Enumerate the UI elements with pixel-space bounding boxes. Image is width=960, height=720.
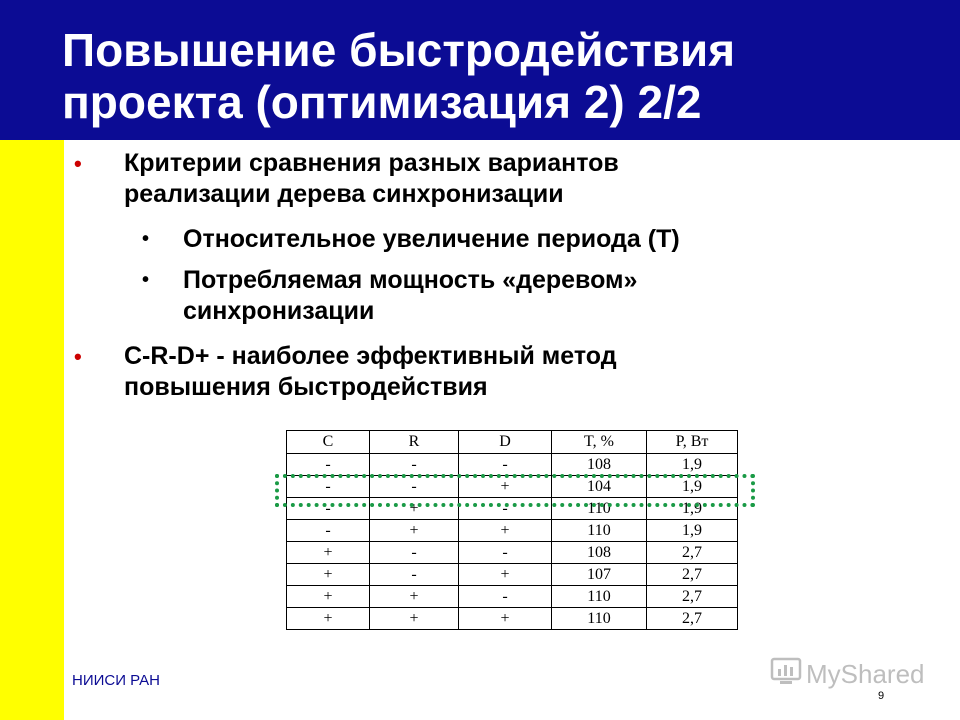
table-header-row (287, 431, 738, 454)
table-cell: - (370, 564, 459, 586)
table-row (287, 564, 738, 586)
bullet-text: Критерии сравнения разных вариантов (124, 149, 619, 177)
table-row (287, 454, 738, 476)
table-cell: 104 (552, 476, 647, 498)
table-cell: - (287, 520, 370, 542)
table-cell: + (287, 564, 370, 586)
table-header-cell: R (370, 431, 459, 454)
bullet-text: C-R-D+ - наиболее эффективный метод (124, 342, 617, 370)
table-cell: 110 (552, 498, 647, 520)
table-cell: + (459, 520, 552, 542)
table-cell: 110 (552, 608, 647, 630)
table-cell: + (287, 608, 370, 630)
table-cell: + (370, 608, 459, 630)
comparison-table (286, 430, 738, 630)
watermark-text: MyShared (806, 658, 925, 689)
table-cell: - (459, 586, 552, 608)
table-row (287, 520, 738, 542)
bullet-dot: • (142, 269, 150, 291)
table-cell: 108 (552, 454, 647, 476)
table-cell: 1,9 (647, 520, 738, 542)
side-strip (0, 140, 64, 720)
bullet-dot: • (74, 344, 82, 369)
table-cell: + (459, 564, 552, 586)
table-cell: + (287, 542, 370, 564)
table-cell: 110 (552, 520, 647, 542)
sub-bullet-period (72, 224, 932, 255)
bullet-text: Потребляемая мощность «деревом» (183, 266, 638, 294)
table-cell: - (370, 454, 459, 476)
table-cell: - (459, 454, 552, 476)
table-cell: 1,9 (647, 454, 738, 476)
table-row (287, 608, 738, 630)
footer-organization: НИИСИ РАН (72, 672, 161, 689)
bullet-dot: • (142, 228, 150, 250)
table-cell: + (370, 586, 459, 608)
table-cell: + (287, 586, 370, 608)
table-row (287, 542, 738, 564)
table-cell: - (459, 542, 552, 564)
bullet-text: Относительное увеличение периода (T) (183, 225, 680, 253)
table-cell: + (459, 476, 552, 498)
table-cell: 108 (552, 542, 647, 564)
table-cell: - (459, 498, 552, 520)
highlighted-row-frame (275, 474, 755, 507)
page-number: 9 (878, 690, 885, 702)
table-cell: 2,7 (647, 564, 738, 586)
bullet-text: реализации дерева синхронизации (124, 180, 564, 208)
bullet-text: синхронизации (183, 297, 375, 325)
table-cell: - (370, 476, 459, 498)
table-cell: 2,7 (647, 586, 738, 608)
table-cell: 2,7 (647, 608, 738, 630)
bullet-conclusion (72, 341, 932, 403)
bullet-dot: • (74, 151, 82, 176)
title-line-2: проекта (оптимизация 2) 2/2 (62, 76, 702, 128)
title-line-1: Повышение быстродействия (62, 24, 736, 76)
table-header-cell: C (287, 431, 370, 454)
table-cell: + (370, 520, 459, 542)
bullet-list (72, 148, 932, 403)
bullet-text: повышения быстродействия (124, 373, 488, 401)
slide-title (62, 24, 942, 128)
table-header-cell: D (459, 431, 552, 454)
bullet-criteria (72, 148, 932, 210)
table-row (287, 586, 738, 608)
table-header-cell: P, Вт (647, 431, 738, 454)
table-cell: + (370, 498, 459, 520)
table-cell: 107 (552, 564, 647, 586)
table-cell: 1,9 (647, 498, 738, 520)
table-cell: - (287, 498, 370, 520)
table-cell: - (287, 454, 370, 476)
table-cell: - (287, 476, 370, 498)
table-cell: 2,7 (647, 542, 738, 564)
table-cell: - (370, 542, 459, 564)
chart-monitor-icon (770, 657, 802, 692)
table-cell: 110 (552, 586, 647, 608)
sub-bullet-power (72, 265, 932, 327)
table-cell: 1,9 (647, 476, 738, 498)
watermark (770, 658, 925, 690)
table-header-cell: T, % (552, 431, 647, 454)
table-cell: + (459, 608, 552, 630)
